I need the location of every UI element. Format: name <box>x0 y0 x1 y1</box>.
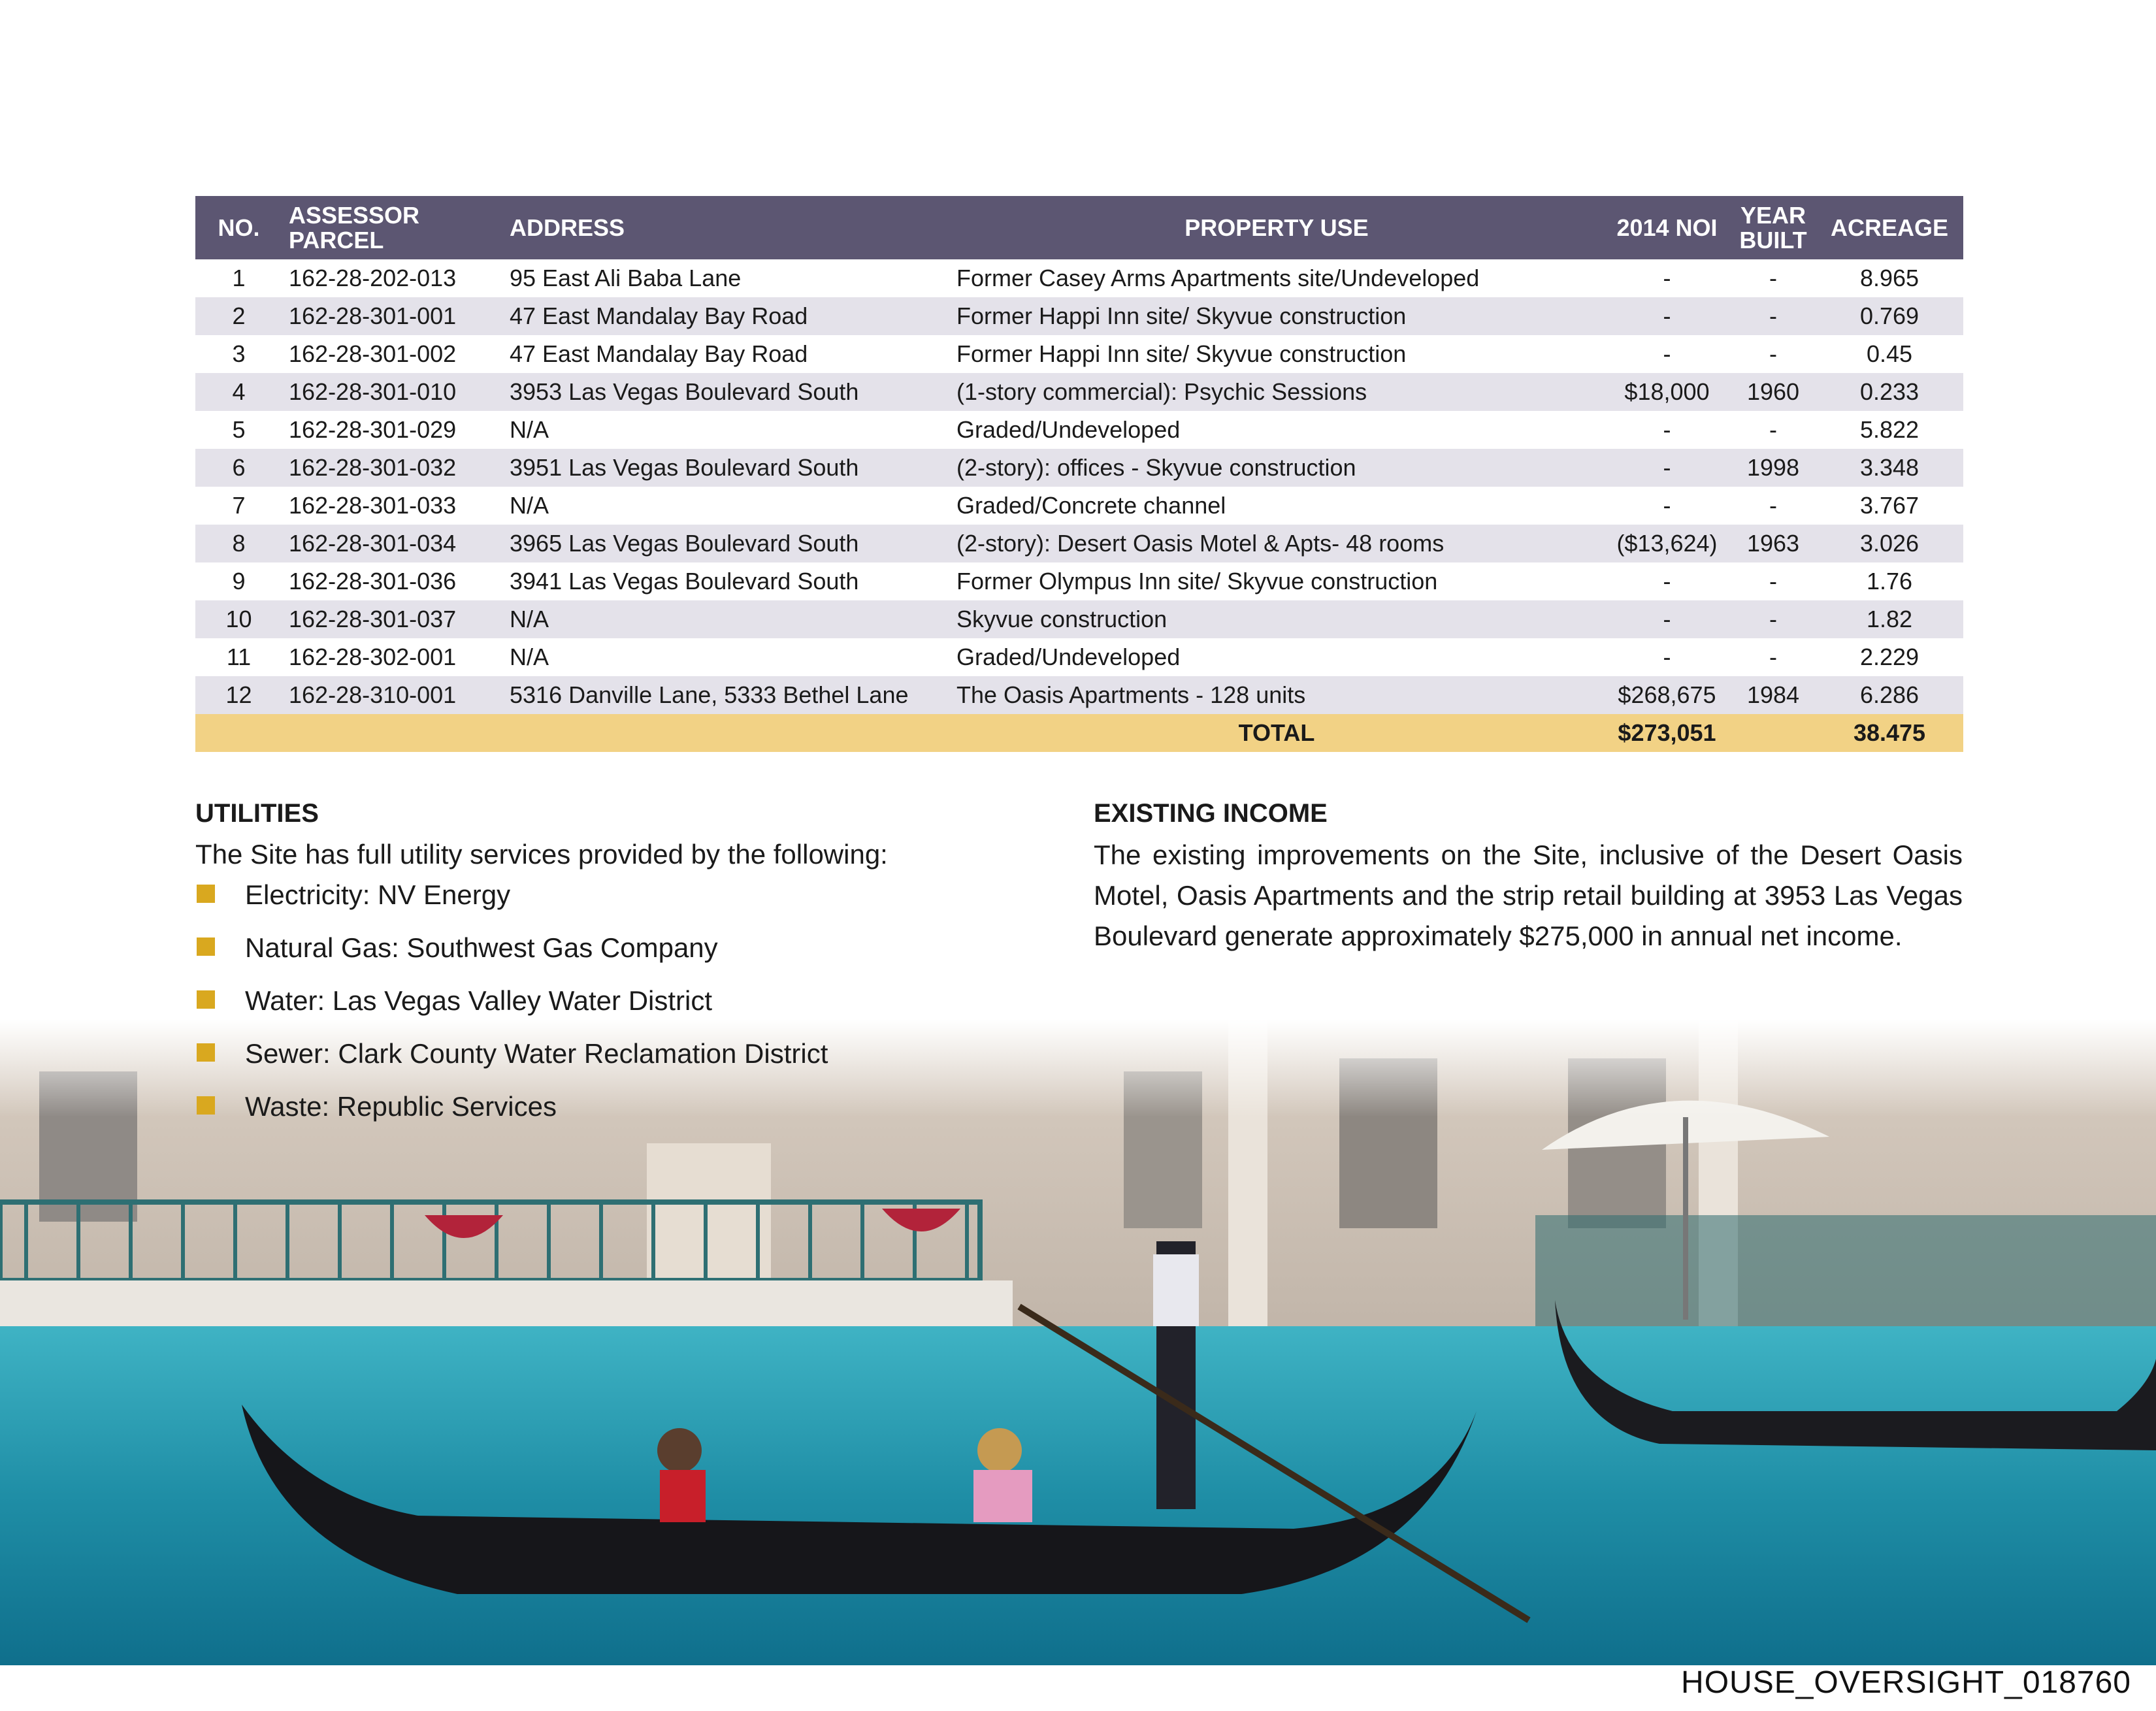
row-no: 7 <box>232 492 246 519</box>
row-address: 3953 Las Vegas Boulevard South <box>503 373 950 411</box>
parcel-table <box>195 196 1963 752</box>
col-header-parcel-line1: ASSESSOR <box>289 201 420 229</box>
row-noi: $18,000 <box>1603 373 1731 411</box>
utility-text: Electricity: NV Energy <box>245 879 511 910</box>
table-row <box>195 335 1963 373</box>
row-acreage: 2.229 <box>1859 644 1919 670</box>
table-row <box>195 411 1963 449</box>
row-acreage: 1.82 <box>1816 600 1963 638</box>
utility-item <box>195 1031 828 1084</box>
square-bullet-icon <box>197 990 215 1009</box>
table-row <box>195 373 1963 411</box>
row-acreage: 0.769 <box>1816 297 1963 335</box>
passenger <box>977 1428 1022 1473</box>
row-property-use: Graded/Undeveloped <box>956 644 1181 670</box>
row-parcel: 162-28-301-029 <box>289 416 457 443</box>
row-year-built: - <box>1769 265 1777 291</box>
row-year-built: - <box>1769 492 1777 519</box>
table-body <box>195 259 1963 714</box>
utilities-list <box>195 872 828 1137</box>
table-row <box>195 676 1963 714</box>
utility-item <box>195 925 828 978</box>
row-noi: ($13,624) <box>1603 525 1731 562</box>
row-noi: - <box>1663 492 1671 519</box>
utility-item <box>195 872 828 925</box>
row-property-use: Former Olympus Inn site/ Skyvue construction <box>956 568 1438 595</box>
total-spacer <box>195 714 282 752</box>
col-header-noi: 2014 NOI <box>1603 196 1731 259</box>
row-no: 4 <box>195 373 282 411</box>
utility-text: Water: Las Vegas Valley Water District <box>245 985 713 1016</box>
row-noi: - <box>1603 449 1731 487</box>
row-year-built: 1984 <box>1731 676 1816 714</box>
row-acreage: 0.45 <box>1866 340 1913 367</box>
table-row <box>195 297 1963 335</box>
table-row <box>195 600 1963 638</box>
table-row <box>195 487 1963 525</box>
existing-income-heading: EXISTING INCOME <box>1094 799 1328 828</box>
row-no: 8 <box>195 525 282 562</box>
col-header-year-line1: YEAR <box>1740 201 1806 229</box>
row-address: 95 East Ali Baba Lane <box>510 265 742 291</box>
table-row <box>195 259 1963 297</box>
row-year-built: 1998 <box>1731 449 1816 487</box>
row-year-built: - <box>1731 600 1816 638</box>
col-header-year-built <box>1731 196 1816 259</box>
row-acreage: 1.76 <box>1866 568 1913 595</box>
square-bullet-icon <box>197 885 215 903</box>
row-address: N/A <box>510 644 549 670</box>
row-noi: - <box>1603 600 1731 638</box>
total-spacer <box>282 714 503 752</box>
col-header-acreage: ACREAGE <box>1816 196 1963 259</box>
total-label: TOTAL <box>950 714 1603 752</box>
row-property-use: Skyvue construction <box>950 600 1603 638</box>
total-acreage: 38.475 <box>1816 714 1963 752</box>
row-year-built: - <box>1769 416 1777 443</box>
row-address: 5316 Danville Lane, 5333 Bethel Lane <box>503 676 950 714</box>
document-id: HOUSE_OVERSIGHT_018760 <box>1681 1665 2131 1700</box>
square-bullet-icon <box>197 1043 215 1062</box>
row-property-use: Graded/Undeveloped <box>956 416 1181 443</box>
row-acreage: 3.348 <box>1816 449 1963 487</box>
table-row <box>195 638 1963 676</box>
row-acreage: 5.822 <box>1859 416 1919 443</box>
row-parcel: 162-28-302-001 <box>289 644 457 670</box>
square-bullet-icon <box>197 937 215 956</box>
col-header-parcel-line2: PARCEL <box>289 226 384 253</box>
total-row <box>195 714 1963 752</box>
row-year-built: - <box>1769 644 1777 670</box>
row-no: 9 <box>232 568 246 595</box>
row-property-use: Graded/Concrete channel <box>956 492 1226 519</box>
row-property-use: Former Happi Inn site/ Skyvue construction <box>950 297 1603 335</box>
row-property-use: Former Casey Arms Apartments site/Undeveloped <box>956 265 1480 291</box>
row-property-use: (1-story commercial): Psychic Sessions <box>950 373 1603 411</box>
row-parcel: 162-28-301-002 <box>289 340 457 367</box>
existing-income-body: The existing improvements on the Site, inclusive of the Desert Oasis Motel, Oasis Apartments and the strip retail building at 3953 Las Vegas Boulevard generate approximately $275,000 in annual net income. <box>1094 839 1963 951</box>
total-spacer <box>1731 714 1816 752</box>
col-header-no: NO. <box>195 196 282 259</box>
row-parcel: 162-28-301-032 <box>282 449 503 487</box>
row-acreage: 6.286 <box>1816 676 1963 714</box>
row-noi: $268,675 <box>1603 676 1731 714</box>
row-property-use: Former Happi Inn site/ Skyvue construction <box>956 340 1407 367</box>
row-no: 6 <box>195 449 282 487</box>
row-no: 1 <box>232 265 246 291</box>
passenger <box>657 1428 702 1473</box>
row-year-built: - <box>1731 297 1816 335</box>
row-address: N/A <box>503 600 950 638</box>
row-parcel: 162-28-202-013 <box>289 265 457 291</box>
row-address: N/A <box>510 492 549 519</box>
row-year-built: - <box>1769 568 1777 595</box>
utilities-heading: UTILITIES <box>195 799 319 828</box>
utilities-intro: The Site has full utility services provided by the following: <box>195 839 888 870</box>
row-no: 10 <box>195 600 282 638</box>
row-noi: - <box>1663 644 1671 670</box>
row-parcel: 162-28-310-001 <box>282 676 503 714</box>
row-acreage: 0.233 <box>1816 373 1963 411</box>
row-property-use: (2-story): Desert Oasis Motel & Apts- 48 rooms <box>950 525 1603 562</box>
row-parcel: 162-28-301-033 <box>289 492 457 519</box>
row-address: 3941 Las Vegas Boulevard South <box>510 568 859 595</box>
row-address: N/A <box>510 416 549 443</box>
utility-text: Waste: Republic Services <box>245 1091 557 1122</box>
table-row <box>195 449 1963 487</box>
row-no: 11 <box>226 644 252 670</box>
utility-text: Natural Gas: Southwest Gas Company <box>245 932 718 963</box>
row-address: 3965 Las Vegas Boulevard South <box>503 525 950 562</box>
row-property-use: (2-story): offices - Skyvue construction <box>950 449 1603 487</box>
row-noi: - <box>1663 568 1671 595</box>
row-year-built: 1963 <box>1731 525 1816 562</box>
row-parcel: 162-28-301-010 <box>282 373 503 411</box>
utility-item <box>195 1084 828 1137</box>
total-spacer <box>503 714 950 752</box>
row-property-use: The Oasis Apartments - 128 units <box>950 676 1603 714</box>
row-address: 47 East Mandalay Bay Road <box>503 297 950 335</box>
row-noi: - <box>1663 265 1671 291</box>
row-year-built: 1960 <box>1731 373 1816 411</box>
row-no: 2 <box>195 297 282 335</box>
col-header-parcel <box>282 196 503 259</box>
row-noi: - <box>1663 416 1671 443</box>
col-header-address: ADDRESS <box>503 196 950 259</box>
table-row <box>195 562 1963 600</box>
row-parcel: 162-28-301-036 <box>289 568 457 595</box>
col-header-year-line2: BUILT <box>1739 226 1807 253</box>
row-parcel: 162-28-301-034 <box>282 525 503 562</box>
gondolier-stripes <box>1153 1254 1199 1326</box>
row-year-built: - <box>1769 340 1777 367</box>
row-no: 5 <box>232 416 246 443</box>
col-header-property-use: PROPERTY USE <box>950 196 1603 259</box>
table-header-row <box>195 196 1963 259</box>
row-no: 12 <box>195 676 282 714</box>
row-acreage: 8.965 <box>1859 265 1919 291</box>
row-address: 3951 Las Vegas Boulevard South <box>503 449 950 487</box>
row-address: 47 East Mandalay Bay Road <box>510 340 808 367</box>
row-parcel: 162-28-301-037 <box>282 600 503 638</box>
row-no: 3 <box>232 340 246 367</box>
utility-item <box>195 978 828 1031</box>
row-noi: - <box>1663 340 1671 367</box>
table-row <box>195 525 1963 562</box>
row-noi: - <box>1603 297 1731 335</box>
total-noi: $273,051 <box>1603 714 1731 752</box>
row-acreage: 3.767 <box>1859 492 1919 519</box>
square-bullet-icon <box>197 1096 215 1115</box>
row-acreage: 3.026 <box>1816 525 1963 562</box>
utility-text: Sewer: Clark County Water Reclamation District <box>245 1038 828 1069</box>
row-parcel: 162-28-301-001 <box>282 297 503 335</box>
